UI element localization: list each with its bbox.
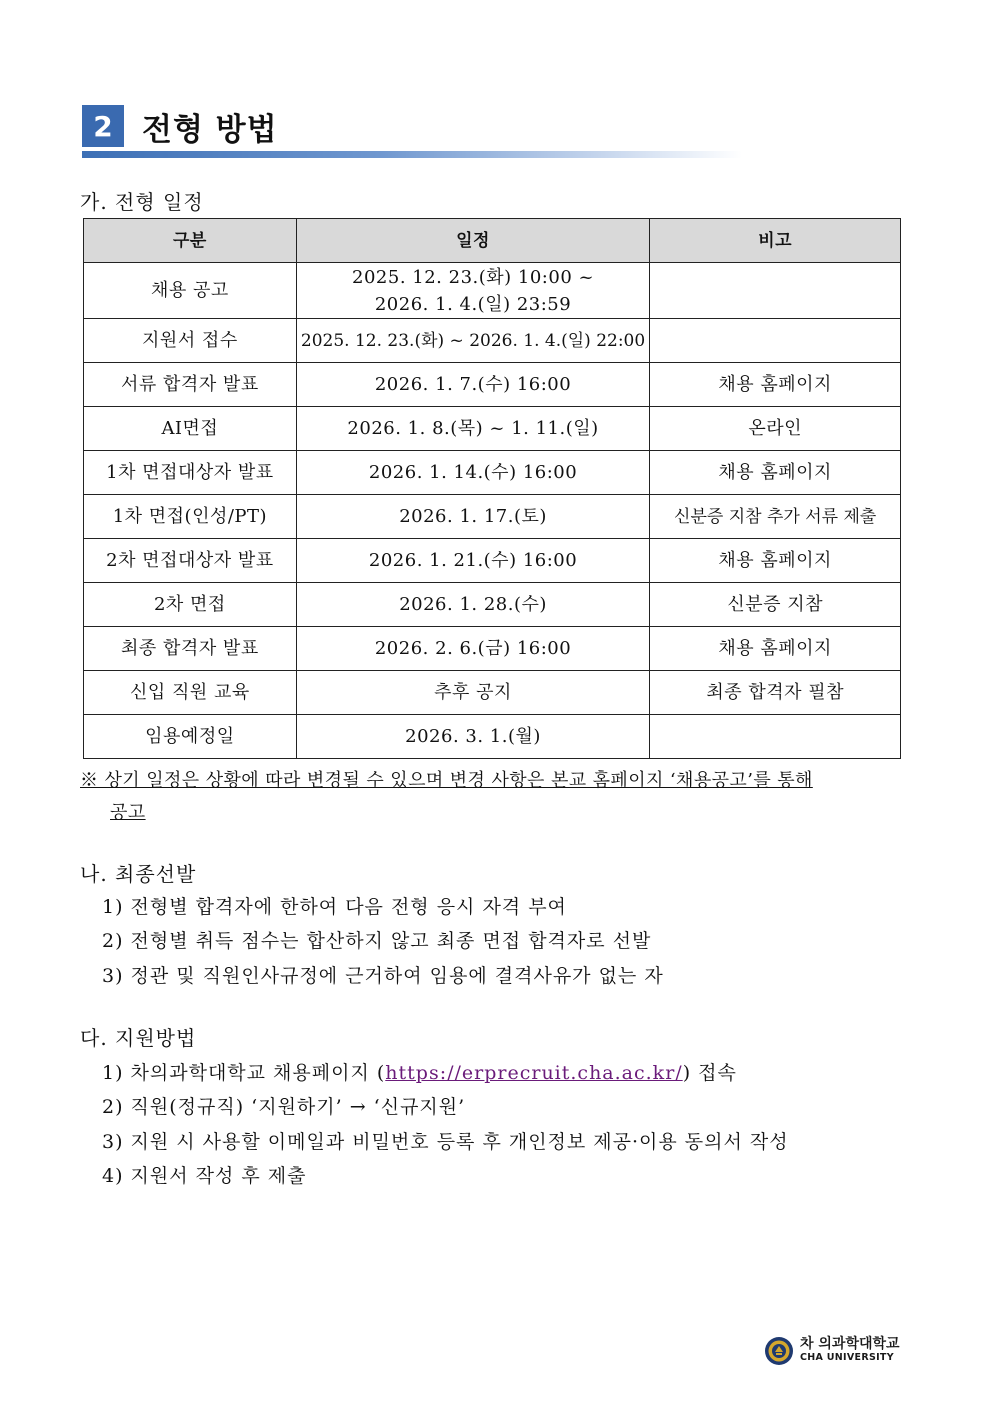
list-item: 3) 정관 및 직원인사규정에 근거하여 임용에 결격사유가 없는 자 (102, 965, 664, 987)
cell-note: 채용 홈페이지 (650, 627, 901, 671)
subsection-title-how-to-apply: 다. 지원방법 (80, 1026, 197, 1050)
cell-note: 채용 홈페이지 (650, 539, 901, 583)
cell-note: 온라인 (650, 407, 901, 451)
cell-schedule: 2026. 1. 17.(토) (296, 495, 650, 539)
subsection-title-final-selection: 나. 최종선발 (80, 862, 197, 886)
cell-category: 지원서 접수 (84, 319, 297, 363)
list-item: 3) 지원 시 사용할 이메일과 비밀번호 등록 후 개인정보 제공·이용 동의서 작성 (102, 1131, 789, 1153)
footnote-line: ※ 상기 일정은 상황에 따라 변경될 수 있으며 변경 사항은 본교 홈페이지 ‘채용공고’를 통해 (80, 770, 813, 791)
university-emblem-icon (764, 1336, 794, 1366)
table-row (84, 671, 901, 715)
cell-schedule: 추후 공지 (296, 671, 650, 715)
section-title: 전형 방법 (142, 111, 278, 148)
cell-schedule: 2026. 1. 7.(수) 16:00 (296, 363, 650, 407)
schedule-footnote (80, 765, 920, 829)
cell-category: 1차 면접대상자 발표 (84, 451, 297, 495)
cell-category: 2차 면접대상자 발표 (84, 539, 297, 583)
logo-korean: 차 의과학대학교 (800, 1336, 900, 1352)
footnote-line: 공고 (110, 802, 146, 823)
cell-category: 2차 면접 (84, 583, 297, 627)
section-heading (82, 104, 278, 148)
cell-note: 채용 홈페이지 (650, 451, 901, 495)
cell-note (650, 715, 901, 759)
schedule-line: 2026. 1. 4.(일) 23:59 (374, 293, 572, 315)
table-header-row (84, 219, 901, 263)
schedule-table (83, 218, 901, 759)
list-item (102, 1058, 737, 1085)
cell-category: 임용예정일 (84, 715, 297, 759)
cell-category: 채용 공고 (84, 263, 297, 319)
cell-category: AI면접 (84, 407, 297, 451)
cell-note (650, 263, 901, 319)
header-note: 비고 (650, 219, 901, 263)
cell-note: 신분증 지참 (650, 583, 901, 627)
list-item: 2) 직원(정규직) ‘지원하기’ → ‘신규지원’ (102, 1096, 466, 1118)
table-row (84, 583, 901, 627)
table-row (84, 627, 901, 671)
cell-category: 신입 직원 교육 (84, 671, 297, 715)
cell-category: 최종 합격자 발표 (84, 627, 297, 671)
subsection-title-schedule: 가. 전형 일정 (80, 190, 204, 214)
section-number-badge: 2 (82, 105, 124, 147)
header-schedule: 일정 (296, 219, 650, 263)
table-row (84, 495, 901, 539)
cell-schedule (296, 263, 650, 319)
cell-schedule: 2026. 2. 6.(금) 16:00 (296, 627, 650, 671)
schedule-line: 2025. 12. 23.(화) 10:00 ~ (352, 266, 595, 288)
cell-category: 서류 합격자 발표 (84, 363, 297, 407)
list-item: 1) 전형별 합격자에 한하여 다음 전형 응시 자격 부여 (102, 896, 567, 918)
cell-schedule: 2025. 12. 23.(화) ~ 2026. 1. 4.(일) 22:00 (296, 319, 650, 363)
cell-schedule: 2026. 3. 1.(월) (296, 715, 650, 759)
logo-english: CHA UNIVERSITY (800, 1352, 894, 1363)
header-category: 구분 (84, 219, 297, 263)
list-item-text: 1) 차의과학대학교 채용페이지 ( (102, 1062, 386, 1084)
cell-schedule: 2026. 1. 28.(수) (296, 583, 650, 627)
table-row (84, 715, 901, 759)
cell-note: 신분증 지참 추가 서류 제출 (650, 495, 901, 539)
cell-category: 1차 면접(인성/PT) (84, 495, 297, 539)
list-item-text: ) 접속 (682, 1062, 737, 1084)
table-row (84, 407, 901, 451)
list-item: 2) 전형별 취득 점수는 합산하지 않고 최종 면접 합격자로 선발 (102, 930, 652, 952)
cell-note: 최종 합격자 필참 (650, 671, 901, 715)
table-row (84, 263, 901, 319)
list-item: 4) 지원서 작성 후 제출 (102, 1165, 307, 1187)
heading-gradient-bar (82, 151, 742, 158)
table-row (84, 319, 901, 363)
cell-note (650, 319, 901, 363)
table-row (84, 451, 901, 495)
table-row (84, 539, 901, 583)
cell-schedule: 2026. 1. 8.(목) ~ 1. 11.(일) (296, 407, 650, 451)
cell-note: 채용 홈페이지 (650, 363, 901, 407)
university-logo (764, 1336, 900, 1366)
recruit-page-link[interactable]: https://erprecruit.cha.ac.kr/ (385, 1062, 683, 1084)
table-row (84, 363, 901, 407)
cell-schedule: 2026. 1. 14.(수) 16:00 (296, 451, 650, 495)
logo-wordmark (800, 1337, 900, 1365)
cell-schedule: 2026. 1. 21.(수) 16:00 (296, 539, 650, 583)
